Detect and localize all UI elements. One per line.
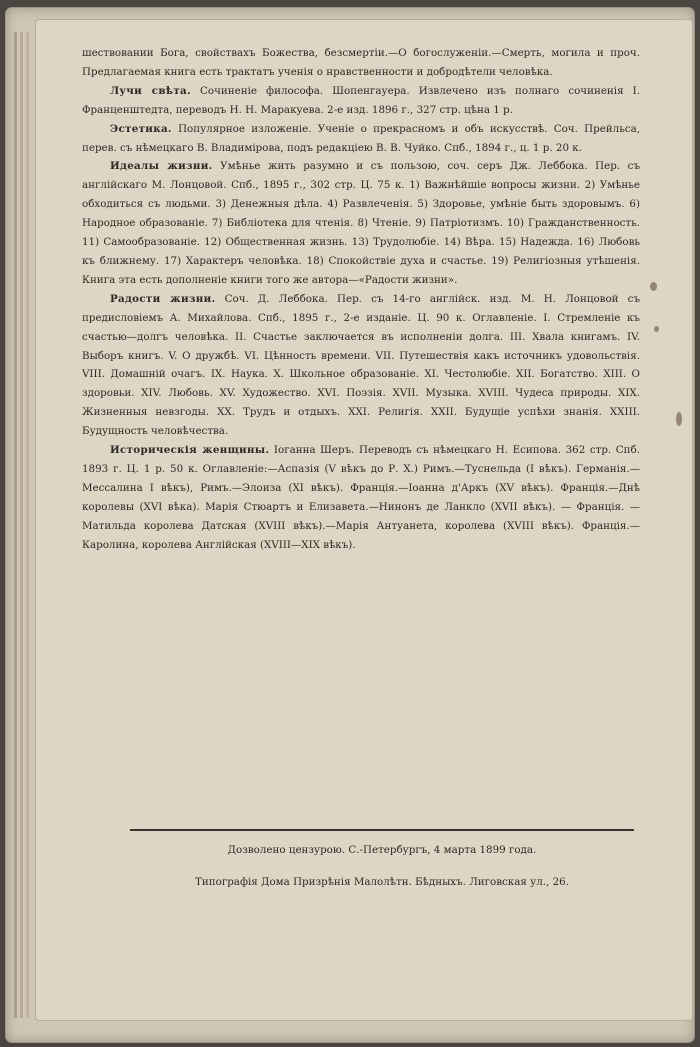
catalog-entry [82, 441, 640, 554]
entry-title: Радости жизни. [110, 292, 216, 305]
printer-note: Типографія Дома Призрѣнія Малолѣтн. Бѣдныхъ. Лиговская ул., 26. [195, 876, 569, 888]
page-edge [26, 32, 29, 1018]
entry-title: Лучи свѣта. [110, 84, 191, 97]
catalog-text [82, 44, 640, 554]
entry-title: Идеалы жизни. [110, 160, 213, 173]
catalog-entry [82, 290, 640, 441]
entry-body: Сочиненіе философа. Шопенгауера. Извлечено изъ полнаго сочиненія І. Франценштедта, переводъ Н. Н. Маракуева. 2-е изд. 1896 г., 327 стр. цѣна 1 р. [82, 84, 641, 116]
ink-stain [676, 412, 682, 426]
catalog-entry [82, 120, 640, 158]
entry-body: Умѣнье жить разумно и съ пользою, соч. серъ Дж. Леббока. Пер. съ англійскаго М. Лонцовой. Спб., 1895 г., 302 стр. Ц. 75 к. 1) Важнѣйшіе вопросы жизни. 2) Умѣнье обходиться съ людьми. 3) Денежныя дѣла. 4) Развлеченія. 5) Здоровье, умѣніе быть здоровымъ. 6) Народное образованіе. 7) Библіотека для чтенія. 8) Чтеніе. 9) Патріотизмъ. 10) Гражданственность. 11) Самообразованіе. 12) Общественная жизнь. 13) Трудолюбіе. 14) Вѣра. 15) Надежда. 16) Любовь къ ближнему. 17) Характеръ человѣка. 18) Спокойствіе духа и счастье. 19) Религіозныя утѣшенія. Книга эта есть дополненіе книги того же автора—«Радости жизни». [82, 160, 640, 286]
entry-body: Іоганна Шеръ. Переводъ съ нѣмецкаго Н. Есиповa. 362 стр. Спб. 1893 г. Ц. 1 р. 50 к. Оглавленіе:—Аспазія (V вѣкъ до Р. Х.) Римъ.—Туснельда (І вѣкъ). Германія.—Мессалина І вѣкъ), Римъ.—Элоиза (ХІ вѣкъ). Франція.—Іоанна д'Аркъ (ХV вѣкъ). Франція.—Днѣ королевы (ХVІ вѣка). Марія Стюартъ и Елизавета.—Нинонъ де Ланкло (ХVІІ вѣкъ). — Франція. — Матильда королева Датская (ХVІІІ вѣкъ).—Марія Антуанета, королева (ХVІІІ вѣкъ). Франція.—Каролина, королева Англійская (ХVІІІ—ХІХ вѣкъ). [82, 444, 640, 551]
catalog-entry [82, 44, 640, 82]
footer-rule [130, 829, 634, 831]
entry-body: Популярное изложеніе. Ученіе о прекрасномъ и объ искусствѣ. Соч. Прейльса, перев. съ нѣмецкаго В. Владимірова, подъ редакціею В. В. Чуйко. Спб., 1894 г., ц. 1 р. 20 к. [82, 122, 640, 154]
catalog-entry [82, 82, 640, 120]
ink-stain [650, 282, 657, 291]
page-edge [14, 32, 17, 1018]
entry-body: Соч. Д. Леббока. Пер. съ 14-го англійск. изд. М. Н. Лонцовой съ предисловіемъ А. Михайлова. Спб., 1895 г., 2-е изданіе. Ц. 90 к. Оглавленіе. І. Стремленіе къ счастью—долгъ человѣка. ІІ. Счастье заключается въ исполненіи долга. ІІІ. Хвала книгамъ. ІV. Выборъ книгъ. V. О дружбѣ. VІ. Цѣнность времени. VІІ. Путешествія какъ источникъ удовольствія. VІІІ. Домашній очагъ. ІХ. Наука. Х. Школьное образованіе. ХІ. Честолюбіе. ХІІ. Богатство. ХІІІ. О здоровьи. ХІV. Любовь. ХV. Художество. ХVІ. Поэзія. ХVІІ. Музыка. ХVІІІ. Чудеса природы. ХІХ. Жизненныя невзгоды. ХХ. Трудъ и отдыхъ. ХХІ. Религія. ХХІІ. Будущіе успѣхи знанія. ХХІІІ. Будущность человѣчества. [82, 292, 640, 438]
censorship-note: Дозволено цензурою. С.-Петербургъ, 4 марта 1899 года. [227, 844, 537, 856]
catalog-entry [82, 157, 640, 289]
entry-title: Эстетика. [110, 122, 172, 135]
entry-title: Историческія женщины. [110, 444, 270, 457]
ink-stain [654, 326, 659, 332]
entry-body: шествовании Бога, свойствахъ Божества, безсмертіи.—О богослуженіи.—Смерть, могила и проч. Предлагаемая книга есть трактатъ ученія о нравственности и добродѣтели человѣка. [82, 47, 640, 78]
page-edge [20, 32, 23, 1018]
